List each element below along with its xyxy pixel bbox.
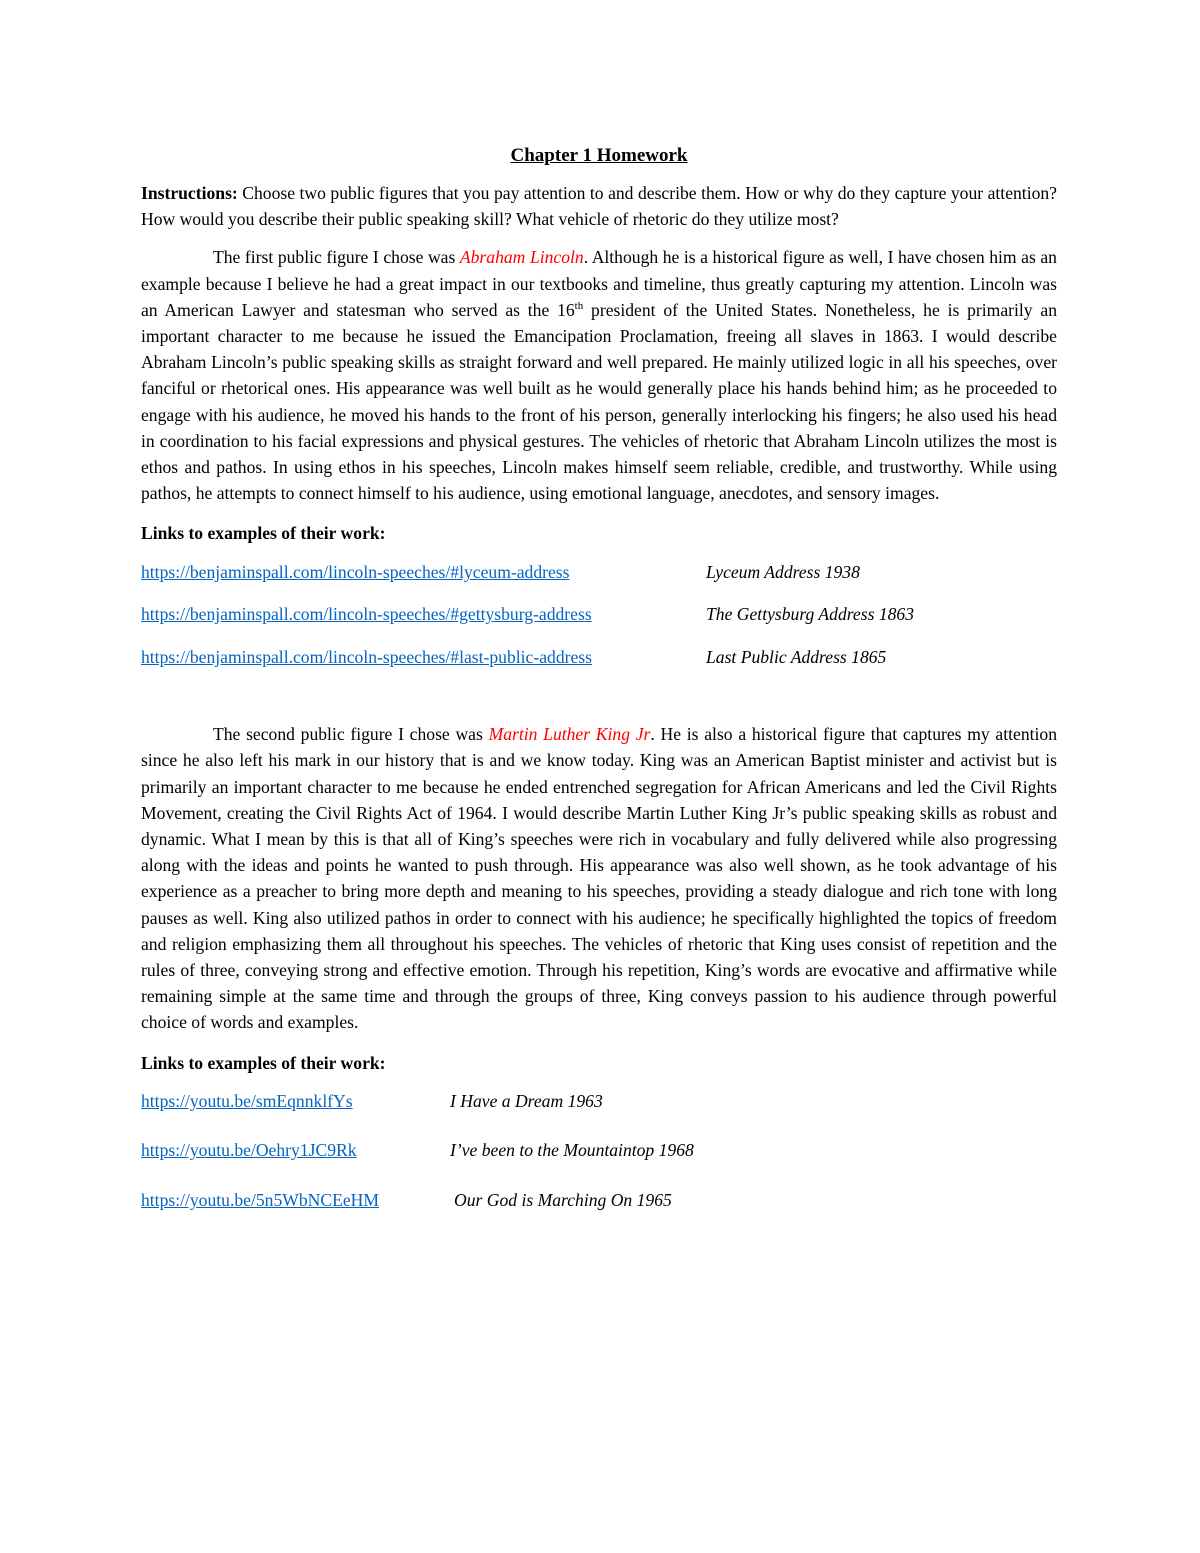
page-title: Chapter 1 Homework	[510, 145, 688, 166]
section-spacer	[141, 686, 1057, 721]
document-body	[141, 142, 1057, 1236]
figure1-name: Abraham Lincoln	[459, 247, 584, 268]
link-row	[141, 601, 1057, 644]
link-row	[141, 644, 1057, 687]
i-have-a-dream-link[interactable]: https://youtu.be/smEqnnklfYs	[141, 1090, 353, 1111]
link-title: Lyceum Address 1938	[706, 561, 860, 582]
instructions-text: Choose two public figures that you pay attention to and describe them. How or why do they capture your attention? How would you describe their public speaking skill? What vehicle of rhetoric do they utilize most?	[141, 183, 1057, 230]
instructions-paragraph	[141, 180, 1057, 232]
link-title: I’ve been to the Mountaintop 1968	[450, 1140, 694, 1161]
link-row	[141, 559, 1057, 602]
link-title: Our God is Marching On 1965	[454, 1189, 672, 1210]
lyceum-address-link[interactable]: https://benjaminspall.com/lincoln-speeches/#lyceum-address	[141, 561, 570, 582]
figure2-links-section	[141, 1050, 1057, 1237]
ordinal-suffix: th	[574, 299, 584, 312]
figure1-text: . Although he is a historical figure as well, I have chosen him as an example because I believe he had a great impact in our textbooks and timeline, thus greatly capturing my attention. Lincoln was an American Lawyer and statesman who served as the 16	[141, 247, 1057, 320]
link-row	[141, 1137, 1057, 1187]
figure1-intro: The first public figure I chose was	[213, 247, 460, 268]
link-title: I Have a Dream 1963	[450, 1090, 603, 1111]
last-public-address-link[interactable]: https://benjaminspall.com/lincoln-speeches/#last-public-address	[141, 646, 592, 667]
figure2-paragraph	[141, 721, 1057, 1035]
marching-on-link[interactable]: https://youtu.be/5n5WbNCEeHM	[141, 1189, 379, 1210]
link-title: The Gettysburg Address 1863	[706, 604, 915, 625]
mountaintop-link[interactable]: https://youtu.be/Oehry1JC9Rk	[141, 1140, 357, 1161]
gettysburg-address-link[interactable]: https://benjaminspall.com/lincoln-speeches/#gettysburg-address	[141, 604, 592, 625]
figure1-links-heading: Links to examples of their work:	[141, 523, 386, 544]
figure1-paragraph	[141, 244, 1057, 506]
link-title: Last Public Address 1865	[706, 646, 887, 667]
figure2-links-heading: Links to examples of their work:	[141, 1052, 386, 1073]
figure1-links-section	[141, 520, 1057, 686]
link-row	[141, 1088, 1057, 1138]
link-row	[141, 1187, 1057, 1237]
figure2-intro: The second public figure I chose was	[213, 724, 489, 745]
figure1-text-cont: president of the United States. Nonetheless, he is primarily an important character to me because he issued the Emancipation Proclamation, freeing all slaves in 1863. I would describe Abraham Lincoln’s public speaking skills as straight forward and well prepared. He mainly utilized logic in all his speeches, over fanciful or rhetorical ones. His appearance was well built as he would generally place his hands behind him; as he proceeded to engage with his audience, he moved his hands to the front of his person, generally interlocking his fingers; he also used his head in coordination to his facial expressions and physical gestures. The vehicles of rhetoric that Abraham Lincoln utilizes the most is ethos and pathos. In using ethos in his speeches, Lincoln makes himself seem reliable, credible, and trustworthy. While using pathos, he attempts to connect himself to his audience, using emotional language, anecdotes, and sensory images.	[141, 299, 1057, 504]
figure2-text: . He is also a historical figure that captures my attention since he also left his mark in our history that is and we know today. King was an American Baptist minister and activist but is primarily an important character to me because he ended entrenched segregation for African Americans and led the Civil Rights Movement, creating the Civil Rights Act of 1964. I would describe Martin Luther King Jr’s public speaking skills as robust and dynamic. What I mean by this is that all of King’s speeches were rich in vocabulary and fully delivered while also progressing along with the ideas and points he wanted to push through. His appearance was also well shown, as he took advantage of his experience as a preacher to bring more depth and meaning to his speeches, providing a steady dialogue and rich tone with long pauses as well. King also utilized pathos in order to connect with his audience; he specifically highlighted the topics of freedom and religion emphasizing them all throughout his speeches. The vehicles of rhetoric that King uses consist of repetition and the rules of three, conveying strong and effective emotion. Through his repetition, King’s words are evocative and affirmative while remaining simple at the same time and through the groups of three, King conveys passion to his audience through powerful choice of words and examples.	[141, 724, 1057, 1033]
instructions-label: Instructions:	[141, 183, 238, 203]
figure2-name: Martin Luther King Jr	[488, 724, 651, 745]
